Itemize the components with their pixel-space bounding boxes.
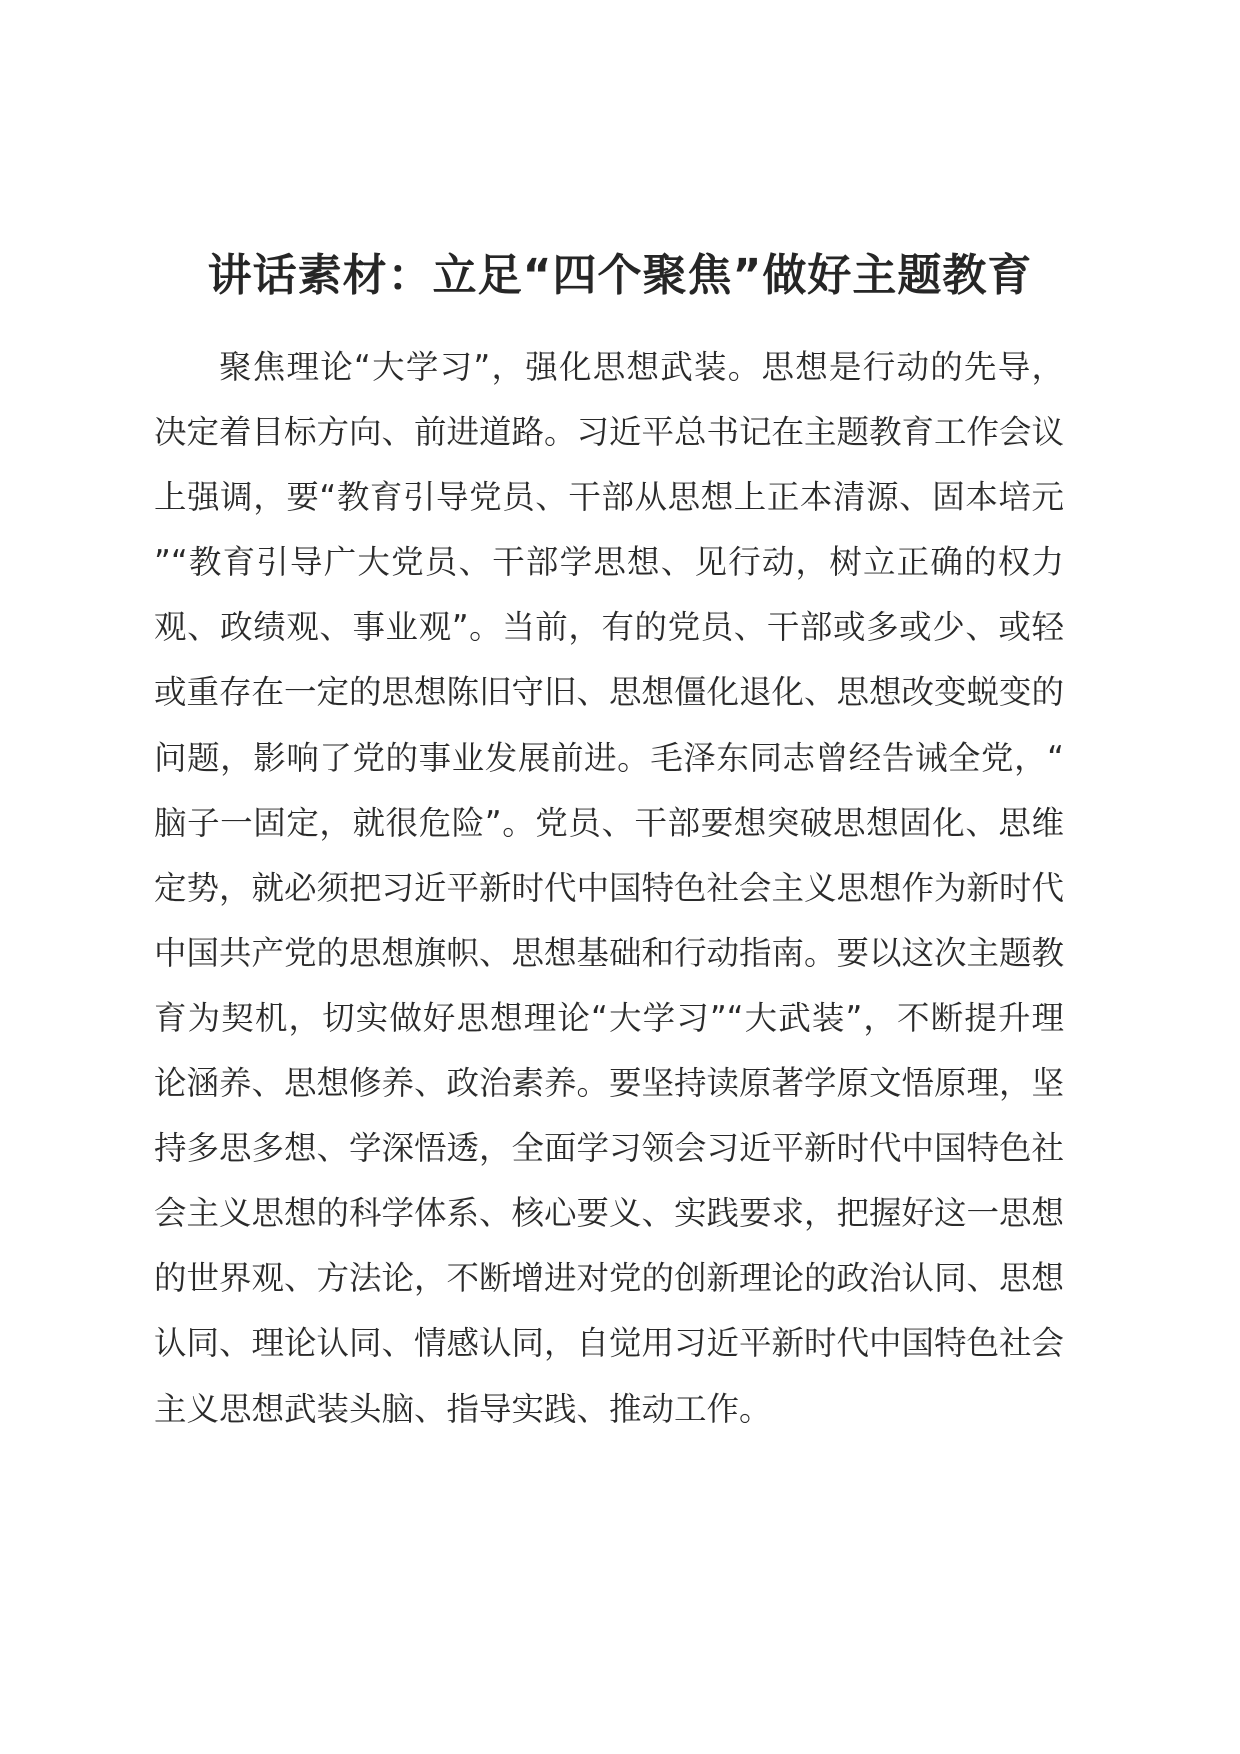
- body-paragraph: 聚焦理论“大学习”，强化思想武装。思想是行动的先导，决定着目标方向、前进道路。习近平总书记在主题教育工作会议上强调，要“教育引导党员、干部从思想上正本清源、固本培元”“教育引导广大党员、干部学思想、见行动，树立正确的权力观、政绩观、事业观”。当前，有的党员、干部或多或少、或轻或重存在一定的思想陈旧守旧、思想僵化退化、思想改变蜕变的问题，影响了党的事业发展前进。毛泽东同志曾经告诫全党，“脑子一固定，就很危险”。党员、干部要想突破思想固化、思维定势，就必须把习近平新时代中国特色社会主义思想作为新时代中国共产党的思想旗帜、思想基础和行动指南。要以这次主题教育为契机，切实做好思想理论“大学习”“大武装”，不断提升理论涵养、思想修养、政治素养。要坚持读原著学原文悟原理，坚持多思多想、学深悟透，全面学习领会习近平新时代中国特色社会主义思想的科学体系、核心要义、实践要求，把握好这一思想的世界观、方法论，不断增进对党的创新理论的政治认同、思想认同、理论认同、情感认同，自觉用习近平新时代中国特色社会主义思想武装头脑、指导实践、推动工作。: [154, 348, 1065, 1428]
- document-title: 讲话素材：立足“四个聚焦”做好主题教育: [207, 250, 1033, 301]
